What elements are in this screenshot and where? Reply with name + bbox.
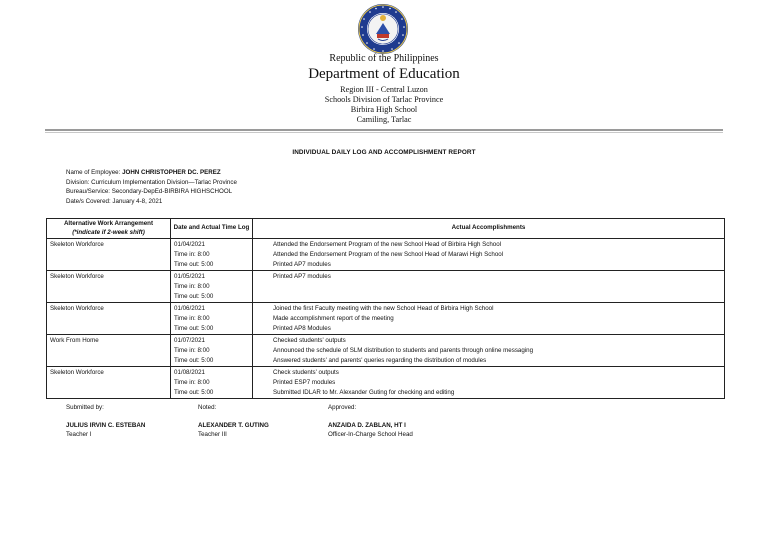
time-out: Time out: 5:00: [174, 260, 214, 268]
header-arrangement-label: Alternative Work Arrangement: [63, 220, 154, 227]
accomplishment-item: Printed AP7 modules: [273, 260, 331, 268]
arrangement-cell: Work From Home: [47, 335, 171, 367]
table-row: [47, 367, 725, 399]
accomplishment-item: Attended the Endorsement Program of the new School Head of Birbira High School: [273, 240, 502, 248]
accomplishment-item: Printed AP8 Modules: [273, 324, 331, 332]
noted-by-block: [198, 403, 269, 440]
submitted-by-position: Teacher I: [66, 431, 92, 439]
accomplishment-item: Checked students' outputs: [273, 336, 346, 344]
accomplishments-cell: [253, 239, 725, 271]
header-arrangement-note: (*indicate if 2-week shift): [72, 228, 145, 236]
date-time-cell: [171, 271, 253, 303]
employee-name-label: Name of Employee:: [66, 169, 123, 176]
arrangement-cell: Skeleton Workforce: [47, 367, 171, 399]
republic-heading: Republic of the Philippines: [329, 53, 439, 64]
date-time-cell: [171, 303, 253, 335]
accomplishment-item: Attended the Endorsement Program of the new School Head of Marawi High School: [273, 250, 504, 258]
submitted-by-label: Submitted by:: [66, 404, 104, 411]
table-row: [47, 303, 725, 335]
noted-by-name: ALEXANDER T. GUTING: [198, 422, 269, 430]
accomplishments-cell: [253, 271, 725, 303]
accomplishment-item: Joined the first Faculty meeting with the new School Head of Birbira High School: [273, 304, 494, 312]
dates-covered-line: Date/s Covered: January 4-8, 2021: [66, 197, 163, 205]
time-in: Time in: 8:00: [174, 378, 210, 386]
time-out: Time out: 5:00: [174, 356, 214, 364]
accomplishment-item: Announced the schedule of SLM distribution to students and parents through online messaging: [273, 346, 534, 354]
employee-name-line: [66, 168, 221, 177]
noted-by-position: Teacher III: [198, 431, 227, 439]
time-out: Time out: 5:00: [174, 292, 214, 300]
date-value: 01/06/2021: [174, 304, 205, 312]
approved-by-position: Officer-In-Charge School Head: [328, 431, 413, 439]
table-row: [47, 335, 725, 367]
date-time-cell: [171, 367, 253, 399]
table-header-row: [47, 219, 725, 239]
accomplishment-item: [273, 292, 721, 302]
bureau-line: Bureau/Service: Secondary-DepEd-BIRBIRA HIGHSCHOOL: [66, 188, 233, 195]
header-divider: [45, 129, 723, 131]
accomplishment-item: Check students' outputs: [273, 368, 339, 376]
arrangement-cell: Skeleton Workforce: [47, 271, 171, 303]
employee-name-value: JOHN CHRISTOPHER DC. PEREZ: [122, 169, 221, 176]
department-heading: Department of Education: [308, 66, 460, 82]
date-value: 01/04/2021: [174, 240, 205, 248]
noted-label: Noted:: [198, 404, 217, 411]
accomplishments-cell: [253, 335, 725, 367]
arrangement-cell: Skeleton Workforce: [47, 239, 171, 271]
accomplishment-item: Submitted IDLAR to Mr. Alexander Guting for checking and editing: [273, 388, 455, 396]
table-row: [47, 271, 725, 303]
deped-seal-logo: [357, 3, 409, 55]
time-out: Time out: 5:00: [174, 388, 214, 396]
time-in: Time in: 8:00: [174, 346, 210, 354]
accomplishments-cell: [253, 367, 725, 399]
header-accomplishments: Actual Accomplishments: [253, 219, 725, 239]
accomplishment-item: [273, 282, 721, 292]
date-time-cell: [171, 239, 253, 271]
accomplishment-table: [46, 218, 725, 399]
report-title: INDIVIDUAL DAILY LOG AND ACCOMPLISHMENT REPORT: [292, 149, 476, 156]
date-value: 01/07/2021: [174, 336, 205, 344]
date-value: 01/08/2021: [174, 368, 205, 376]
accomplishment-item: Printed AP7 modules: [273, 272, 331, 280]
submitted-by-block: [66, 403, 145, 440]
arrangement-cell: Skeleton Workforce: [47, 303, 171, 335]
accomplishment-item: Answered students' and parents' queries regarding the distribution of modules: [273, 356, 487, 364]
approved-by-block: [328, 403, 413, 440]
time-in: Time in: 8:00: [174, 314, 210, 322]
time-out: Time out: 5:00: [174, 324, 214, 332]
time-in: Time in: 8:00: [174, 282, 210, 290]
approved-by-name: ANZAIDA D. ZABLAN, HT I: [328, 422, 406, 430]
accomplishment-item: Made accomplishment report of the meeting: [273, 314, 394, 322]
region-line: Region III - Central Luzon: [340, 85, 428, 94]
date-value: 01/05/2021: [174, 272, 205, 280]
header-date-time: Date and Actual Time Log: [171, 219, 253, 239]
location-line: Camiling, Tarlac: [356, 115, 412, 124]
school-name-line: Birbira High School: [350, 105, 418, 114]
header-arrangement: [47, 219, 171, 239]
table-row: [47, 239, 725, 271]
accomplishments-cell: [253, 303, 725, 335]
time-in: Time in: 8:00: [174, 250, 210, 258]
accomplishment-item: Printed ESP7 modules: [273, 378, 336, 386]
header-divider-thin: [45, 132, 723, 133]
submitted-by-name: JULIUS IRVIN C. ESTEBAN: [66, 422, 146, 430]
date-time-cell: [171, 335, 253, 367]
approved-label: Approved:: [328, 404, 357, 411]
division-line: Division: Curriculum Implementation Division—Tarlac Province: [66, 178, 237, 186]
schools-division-line: Schools Division of Tarlac Province: [324, 95, 444, 104]
